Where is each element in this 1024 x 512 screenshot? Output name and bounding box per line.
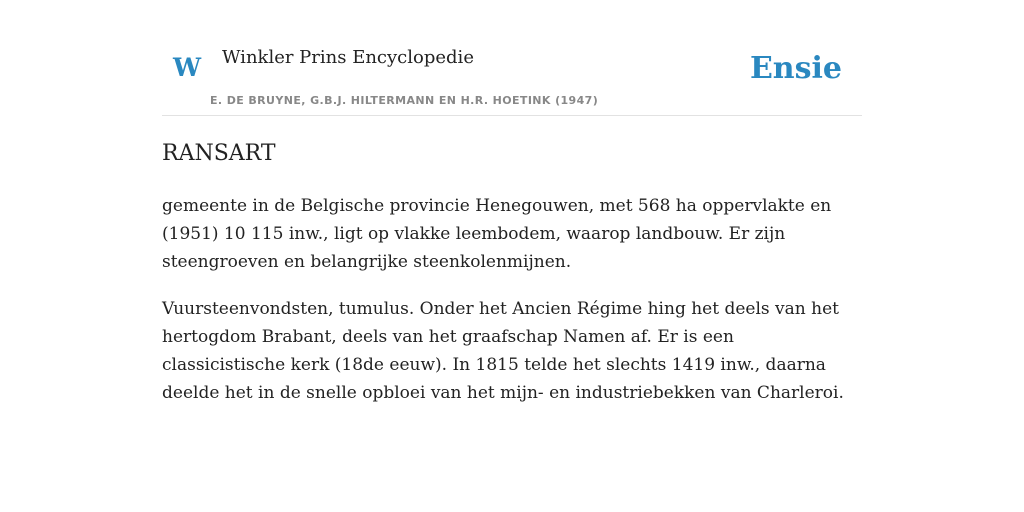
book-title[interactable]: Winkler Prins Encyclopedie: [222, 47, 474, 68]
article: [162, 138, 862, 426]
ensie-logo-link[interactable]: Ensie: [749, 51, 842, 86]
encyclopedia-logo-icon[interactable]: W: [173, 53, 202, 82]
book-authors: E. DE BRUYNE, G.B.J. HILTERMANN EN H.R. HOETINK (1947): [210, 94, 599, 107]
article-body: [162, 192, 862, 407]
article-paragraph: Vuursteenvondsten, tumulus. Onder het Ancien Régime hing het deels van het hertogdom Brabant, deels van het graafschap Namen af. Er is een classicistische kerk (18de eeuw). In 1815 telde het slechts 1419 inw., daarna deelde het in de snelle opbloei van het mijn- en industriebekken van Charleroi.: [162, 299, 844, 403]
book-header: [162, 36, 862, 116]
article-title: RANSART: [162, 141, 276, 166]
article-paragraph: gemeente in de Belgische provincie Henegouwen, met 568 ha oppervlakte en (1951) 10 115 inw., ligt op vlakke leembodem, waarop landbouw. Er zijn steengroeven en belangrijke steenkolenmijnen.: [162, 196, 832, 272]
